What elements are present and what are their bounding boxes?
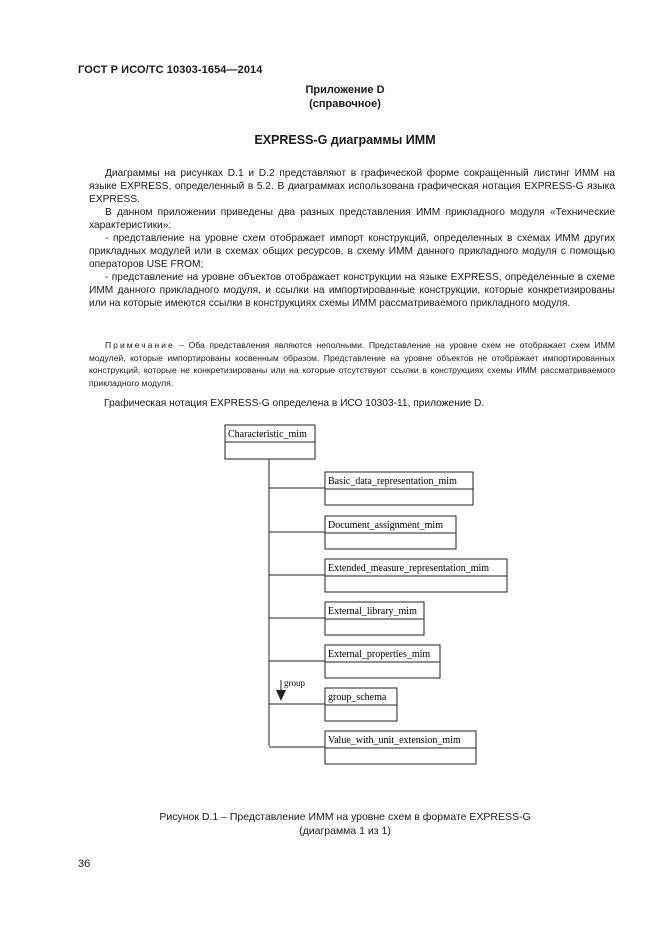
schema-body-cell xyxy=(325,576,507,592)
schema-name: External_properties_mim xyxy=(328,649,431,660)
schema-name: Document_assignment_mim xyxy=(328,520,443,531)
paragraph: - представление на уровне схем отображает импорт конструкций, определенных в схемах ИММ других прикладных модулей или в схемах общих ресурсов, в схему ИММ данного прикладного модуля с помощью операторов USE FROM; xyxy=(89,233,615,271)
schema-box xyxy=(269,472,473,505)
note-label: Примечание xyxy=(105,340,175,350)
schema-box xyxy=(269,645,440,678)
root-schema-box xyxy=(225,425,315,459)
schema-body-cell xyxy=(325,748,476,764)
schema-body-cell xyxy=(325,619,424,635)
standard-header: ГОСТ Р ИСО/ТС 10303-1654—2014 xyxy=(78,64,263,76)
schema-name: Extended_measure_representation_mim xyxy=(328,563,490,574)
schema-body-cell xyxy=(325,489,473,505)
paragraph: - представление на уровне объектов отображает конструкции на языке EXPRESS, определенные в схеме ИММ данного прикладного модуля, и ссылки на импортированные конструкции, которые конкретизированы или на которые имеются ссылки в конструкциях схемы ИММ рассматриваемого прикладного модуля. xyxy=(89,272,615,310)
page-number: 36 xyxy=(78,858,91,870)
schema-box xyxy=(269,602,424,635)
paragraph: В данном приложении приведены два разных представления ИММ прикладного модуля «Технические характеристики»: xyxy=(89,207,615,232)
schema-box xyxy=(269,559,507,592)
schema-name: Basic_data_representation_mim xyxy=(328,476,457,487)
schema-name: group_schema xyxy=(328,692,387,703)
annex-label: Приложение D xyxy=(305,84,385,96)
schema-box xyxy=(269,516,456,549)
group-label: group xyxy=(284,678,305,688)
paragraph: Диаграммы на рисунках D.1 и D.2 представляют в графической форме сокращенный листинг ИММ на языке EXPRESS, определенный в 5.2. В диаграммах использована графическая нотация EXPRESS-G языка EXPRESS. xyxy=(89,168,615,206)
note-text: – Оба представления являются неполными. Представление на уровне схем не отображает схем ИММ модулей, которые импортированы косвенным образом. Представление на уровне объектов не отображает импортированных конструкций, которые не конкретизированы или на которые отсутствуют ссылки в конструкциях схемы ИММ рассматриваемого прикладного модуля. xyxy=(89,340,615,388)
schema-box xyxy=(269,731,476,764)
figure-caption xyxy=(0,810,661,838)
section-title: EXPRESS-G диаграммы ИММ xyxy=(254,133,436,147)
annex-kind: (справочное) xyxy=(309,98,381,110)
schema-body-cell xyxy=(325,705,397,721)
group-arrow-head xyxy=(276,690,286,701)
schema-body-cell xyxy=(325,533,456,549)
schema-box xyxy=(269,688,397,721)
schema-body-cell xyxy=(325,662,440,678)
root-schema-name: Characteristic_mim xyxy=(228,429,307,440)
schema-name: Value_with_unit_extension_mim xyxy=(328,735,461,746)
schema-name: External_library_mim xyxy=(328,606,417,617)
caption-line-1: Рисунок D.1 – Представление ИММ на уровне схем в формате EXPRESS-G xyxy=(159,811,531,823)
notation-reference: Графическая нотация EXPRESS-G определена в ИСО 10303-11, приложение D. xyxy=(104,398,485,409)
caption-line-2: (диаграмма 1 из 1) xyxy=(299,825,391,837)
